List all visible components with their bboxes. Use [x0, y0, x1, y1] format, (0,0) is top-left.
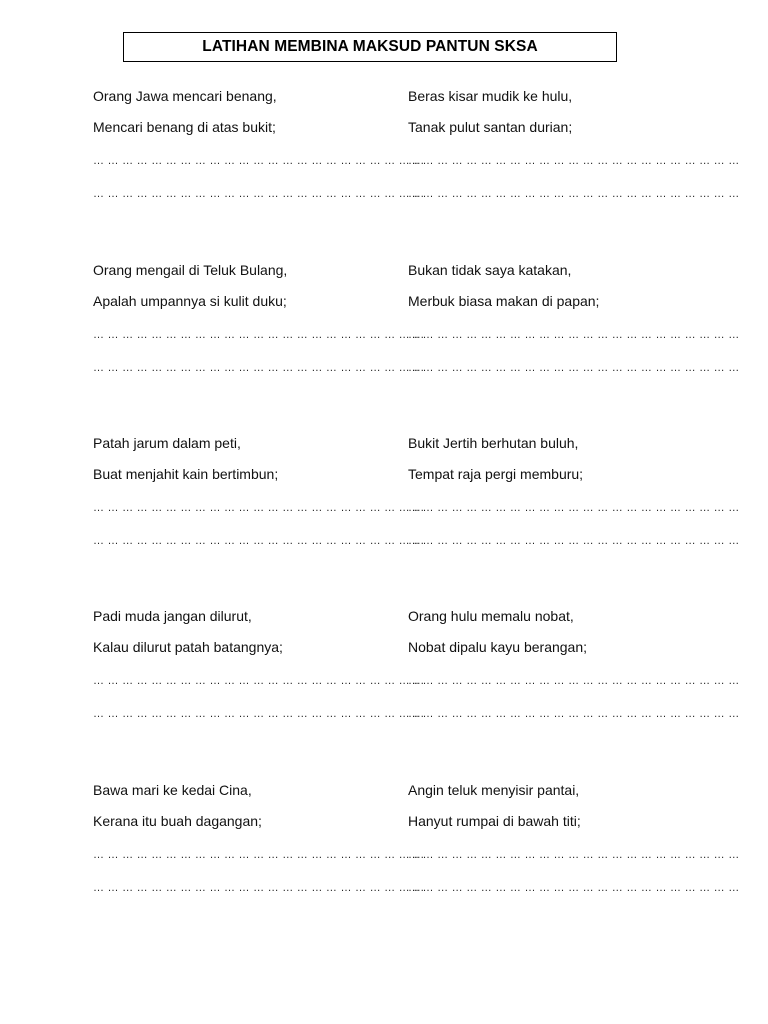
answer-blank-line: … … … … … … … … … … … … … … … … … … … … … … …	[408, 502, 740, 514]
pantun-line-1: Bawa mari ke kedai Cina,	[93, 782, 252, 798]
pantun-line-1: Orang hulu memalu nobat,	[408, 608, 574, 624]
answer-blank-line: … … … … … … … … … … … … … … … … … … … … … … …	[93, 502, 425, 514]
answer-blank-line: … … … … … … … … … … … … … … … … … … … … … … …	[408, 188, 740, 200]
answer-blank-line: … … … … … … … … … … … … … … … … … … … … … … …	[93, 675, 425, 687]
pantun-line-2: Nobat dipalu kayu berangan;	[408, 639, 588, 655]
answer-blank-line: … … … … … … … … … … … … … … … … … … … … … … …	[93, 362, 425, 374]
answer-blank-line: … … … … … … … … … … … … … … … … … … … … … … …	[408, 675, 740, 687]
pantun-line-2: Buat menjahit kain bertimbun;	[93, 466, 279, 482]
pantun-line-2: Merbuk biasa makan di papan;	[408, 293, 600, 309]
pantun-line-1: Bukit Jertih berhutan buluh,	[408, 435, 579, 451]
pantun-line-2: Apalah umpannya si kulit duku;	[93, 293, 287, 309]
answer-blank-line: … … … … … … … … … … … … … … … … … … … … … … …	[93, 535, 425, 547]
pantun-line-1: Patah jarum dalam peti,	[93, 435, 241, 451]
pantun-line-1: Padi muda jangan dilurut,	[93, 608, 252, 624]
answer-blank-line: … … … … … … … … … … … … … … … … … … … … … … …	[93, 155, 425, 167]
answer-blank-line: … … … … … … … … … … … … … … … … … … … … … … …	[408, 882, 740, 894]
answer-blank-line: … … … … … … … … … … … … … … … … … … … … … … …	[93, 882, 425, 894]
answer-blank-line: … … … … … … … … … … … … … … … … … … … … … … …	[408, 535, 740, 547]
answer-blank-line: … … … … … … … … … … … … … … … … … … … … … … …	[408, 708, 740, 720]
answer-blank-line: … … … … … … … … … … … … … … … … … … … … … … …	[93, 329, 425, 341]
pantun-line-1: Orang mengail di Teluk Bulang,	[93, 262, 288, 278]
pantun-line-1: Angin teluk menyisir pantai,	[408, 782, 580, 798]
pantun-line-1: Bukan tidak saya katakan,	[408, 262, 572, 278]
answer-blank-line: … … … … … … … … … … … … … … … … … … … … … … …	[408, 329, 740, 341]
pantun-line-1: Orang Jawa mencari benang,	[93, 88, 277, 104]
answer-blank-line: … … … … … … … … … … … … … … … … … … … … … … …	[93, 708, 425, 720]
answer-blank-line: … … … … … … … … … … … … … … … … … … … … … … …	[93, 849, 425, 861]
pantun-line-2: Kalau dilurut patah batangnya;	[93, 639, 283, 655]
worksheet-title: LATIHAN MEMBINA MAKSUD PANTUN SKSA	[202, 38, 538, 55]
answer-blank-line: … … … … … … … … … … … … … … … … … … … … … … …	[408, 155, 740, 167]
pantun-line-2: Tanak pulut santan durian;	[408, 119, 573, 135]
pantun-line-2: Hanyut rumpai di bawah titi;	[408, 813, 581, 829]
worksheet-title-box	[123, 32, 617, 62]
pantun-line-1: Beras kisar mudik ke hulu,	[408, 88, 573, 104]
pantun-line-2: Kerana itu buah dagangan;	[93, 813, 262, 829]
answer-blank-line: … … … … … … … … … … … … … … … … … … … … … … …	[93, 188, 425, 200]
pantun-line-2: Tempat raja pergi memburu;	[408, 466, 584, 482]
answer-blank-line: … … … … … … … … … … … … … … … … … … … … … … …	[408, 362, 740, 374]
pantun-line-2: Mencari benang di atas bukit;	[93, 119, 276, 135]
answer-blank-line: … … … … … … … … … … … … … … … … … … … … … … …	[408, 849, 740, 861]
